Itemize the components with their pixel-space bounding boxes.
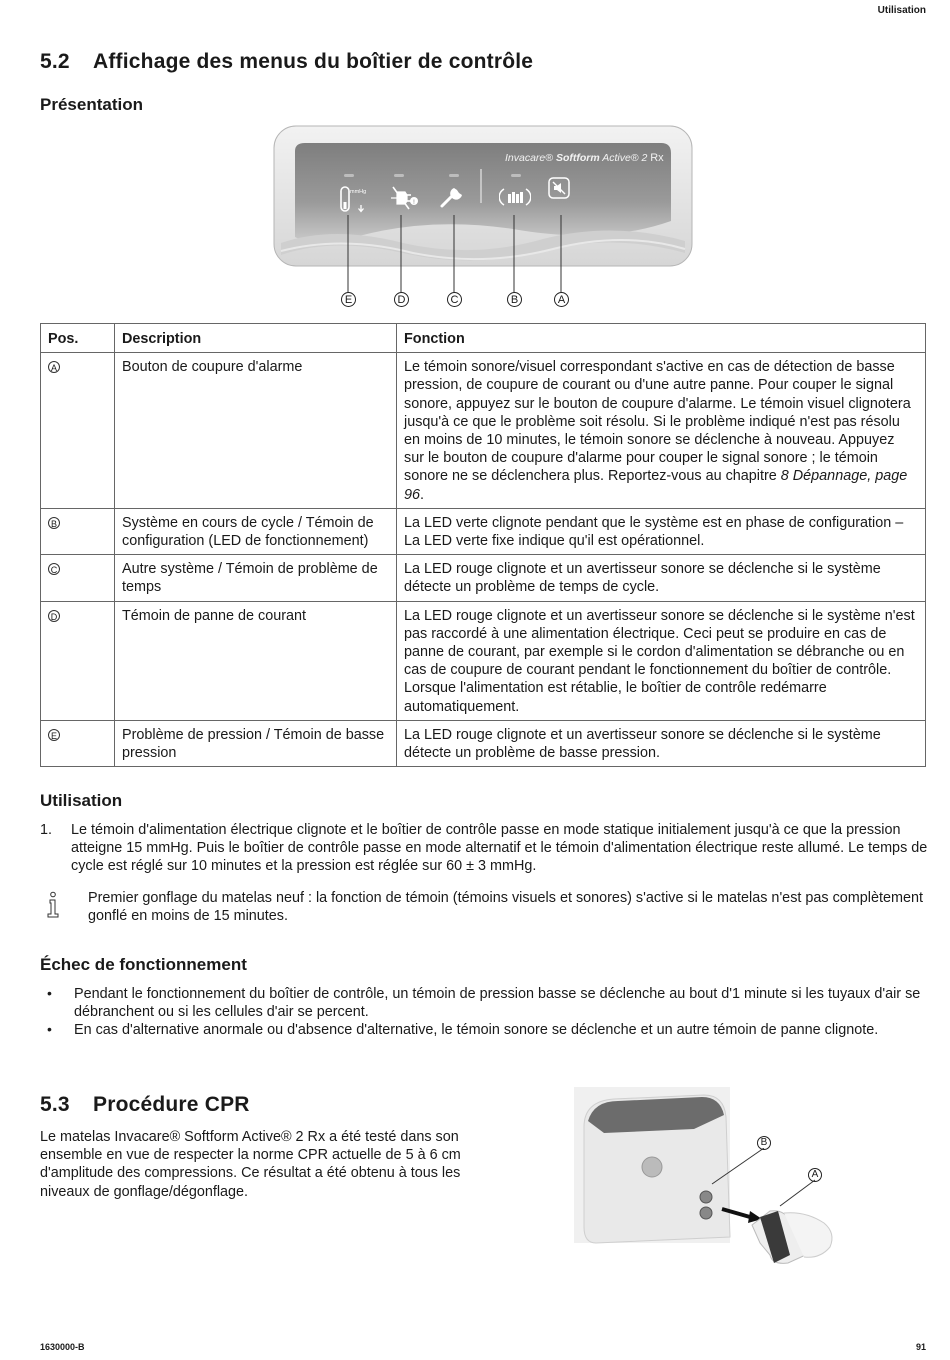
step-text: Le témoin d'alimentation électrique clignote et le boîtier de contrôle passe en mode statique initialement jusqu'à ce que la pression atteigne 15 mmHg. Puis le boîtier de contrôle passe en mode alternatif et le témoin d'alimentation électrique reste allumé. Le temps de cycle est réglé sur 10 minutes et la pression est réglée sur 60 ± 3 mmHg. <box>71 822 928 875</box>
info-icon <box>44 891 64 919</box>
callout-leader-lines <box>273 215 693 295</box>
header-function: Fonction <box>397 324 926 353</box>
bullet-icon: • <box>47 1021 52 1037</box>
mmhg-label: mmHg <box>350 189 367 195</box>
header-pos: Pos. <box>41 324 115 353</box>
table-row <box>41 508 926 554</box>
row-function: La LED rouge clignote et un avertisseur sonore se déclenche si le système détecte un problème de temps de cycle. <box>397 555 926 601</box>
section-heading-text: Affichage des menus du boîtier de contrôle <box>93 50 534 73</box>
rx-mark: Rx <box>650 152 664 164</box>
table-row <box>41 555 926 601</box>
table-row <box>41 720 926 766</box>
row-description: Système en cours de cycle / Témoin de configuration (LED de fonctionnement) <box>115 508 397 554</box>
callout-d: D <box>394 292 409 307</box>
row-description: Problème de pression / Témoin de basse pression <box>115 720 397 766</box>
photo-callout-b: B <box>757 1136 771 1150</box>
header-description: Description <box>115 324 397 353</box>
row-description: Bouton de coupure d'alarme <box>115 353 397 509</box>
pos-marker: E <box>48 729 60 741</box>
photo-leader-lines <box>700 1148 830 1208</box>
cycle-status-icon <box>499 185 531 209</box>
page-number: 91 <box>915 1342 926 1352</box>
pos-marker: D <box>48 610 60 622</box>
row-description: Témoin de panne de courant <box>115 601 397 720</box>
section-title-5-2 <box>40 50 533 74</box>
pos-marker: C <box>48 563 60 575</box>
step-number: 1. <box>40 822 53 838</box>
running-head: Utilisation <box>877 5 926 16</box>
doc-number: 1630000-B <box>40 1342 85 1352</box>
list-item: Pendant le fonctionnement du boîtier de contrôle, un témoin de pression basse se déclenche au bout d'1 minute si les tuyaux d'air se débranchent ou si les cellules d'air se percent. <box>74 986 921 1021</box>
bullet-icon: • <box>47 985 52 1001</box>
section-number: 5.3 <box>40 1093 70 1116</box>
callout-b: B <box>507 292 522 307</box>
row-function: La LED verte clignote pendant que le système est en phase de configuration – La LED verte fixe indique qu'il est opérationnel. <box>397 508 926 554</box>
table-header-row <box>41 324 926 353</box>
section-heading-text: Procédure CPR <box>93 1093 250 1116</box>
callout-e: E <box>341 292 356 307</box>
callout-c: C <box>447 292 462 307</box>
row-function: La LED rouge clignote et un avertisseur sonore se déclenche si le système détecte un problème de basse pression. <box>397 720 926 766</box>
wrench-icon <box>438 182 468 210</box>
utilisation-heading: Utilisation <box>40 791 123 810</box>
chapter-reference: 8 Dépannage, page 96 <box>404 468 908 503</box>
alarm-mute-button-icon <box>548 177 570 199</box>
table-row <box>41 601 926 720</box>
brand-label: Invacare® Softform Active® 2 Rx <box>505 152 664 164</box>
indicator-table <box>40 323 926 767</box>
pos-marker: A <box>48 361 60 373</box>
failure-heading: Échec de fonctionnement <box>40 955 247 974</box>
power-failure-icon <box>387 183 419 211</box>
row-function: Le témoin sonore/visuel correspondant s'active en cas de détection de basse pression, de coupure de courant ou d'une autre panne. Pour couper le signal sonore, appuyez sur le bouton de coupure d'alarme. Le témoin visuel clignotera jusqu'à ce que le problème soit résolu. Si le problème indiqué n'est pas résolu en moins de 10 minutes, le témoin sonore se déclenche à nouveau. Appuyez sur le bouton de coupure d'alarme pour couper le signal sonore ; le témoin sonore ne se déclenchera plus. Reportez-vous au chapitre 8 Dépannage, page 96. <box>397 353 926 509</box>
presentation-heading: Présentation <box>40 95 143 114</box>
photo-callout-a: A <box>808 1168 822 1182</box>
section-number: 5.2 <box>40 50 70 73</box>
pos-marker: B <box>48 517 60 529</box>
cpr-paragraph: Le matelas Invacare® Softform Active® 2 Rx a été testé dans son ensemble en vue de respecter la norme CPR actuelle de 5 à 6 cm d'amplitude des compressions. Ce résultat a été obtenu à tous les niveaux de gonflage/dégonflage. <box>40 1129 461 1200</box>
table-row <box>41 353 926 509</box>
section-title-5-3 <box>40 1093 250 1117</box>
callout-a: A <box>554 292 569 307</box>
row-description: Autre système / Témoin de problème de temps <box>115 555 397 601</box>
list-item: En cas d'alternative anormale ou d'absence d'alternative, le témoin sonore se déclenche et un autre témoin de panne clignote. <box>74 1022 879 1038</box>
note-text: Premier gonflage du matelas neuf : la fonction de témoin (témoins visuels et sonores) s'active si le matelas n'est pas complètement gonflé en moins de 15 minutes. <box>88 890 923 925</box>
row-function: La LED rouge clignote et un avertisseur sonore se déclenche si le système n'est pas raccordé à une alimentation électrique. Ceci peut se produire en cas de panne de courant, par exemple si le cordon d'alimentation se débranche ou en cas de coupure de courant pendant le fonctionnement du boîtier de contrôle. Lorsque l'alimentation est rétablie, le boîtier de contrôle redémarre automatiquement. <box>397 601 926 720</box>
svg-text:!: ! <box>413 200 415 206</box>
